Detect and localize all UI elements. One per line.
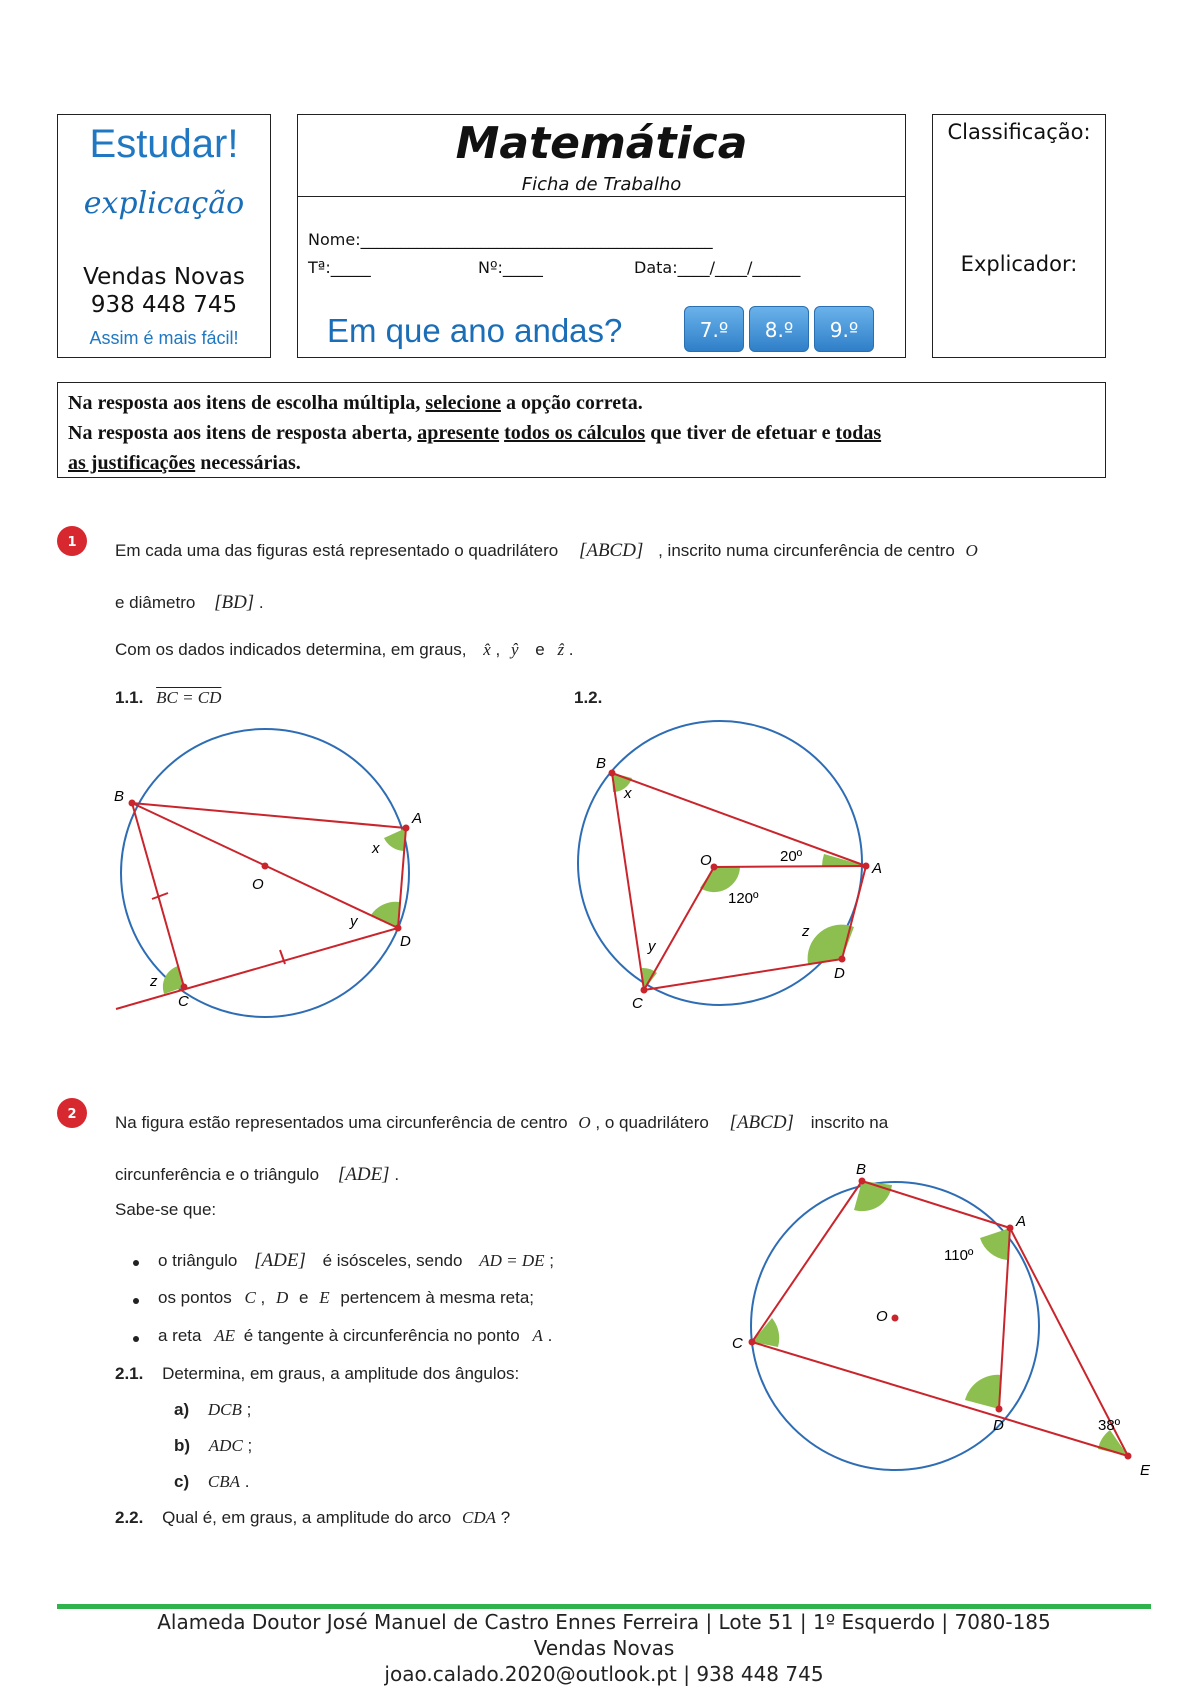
q1-sub1-label: 1.1. bbox=[115, 688, 144, 707]
q2-b3-a: a reta bbox=[158, 1326, 202, 1345]
fig11-BC bbox=[132, 803, 184, 987]
q2-s21-text: Determina, em graus, a amplitude dos ângulos: bbox=[162, 1364, 520, 1383]
fig12-OA bbox=[714, 866, 866, 867]
q2-text1: Na figura estão representados uma circunferência de centro bbox=[115, 1113, 568, 1132]
q1-bd: [BD] bbox=[214, 592, 255, 613]
q2-c-angle: CBA bbox=[207, 1472, 240, 1491]
logo-explicacao bbox=[57, 186, 271, 221]
year-button-7[interactable]: 7.º bbox=[684, 306, 744, 352]
instr-l2u1: apresente bbox=[417, 422, 500, 444]
instr-l3u: as justificações bbox=[68, 452, 196, 474]
grade-label: Classificação: bbox=[947, 120, 1091, 144]
q1-var-z: ẑ bbox=[557, 640, 565, 659]
q2-line2: circunferência e o triângulo [ADE] . bbox=[115, 1164, 400, 1185]
title-divider bbox=[297, 196, 906, 197]
fig2-angle-A bbox=[980, 1228, 1010, 1260]
fig12-label-20: 20º bbox=[780, 848, 803, 865]
fig2-label-38: 38º bbox=[1098, 1417, 1121, 1434]
instr-l1b: a opção correta. bbox=[500, 392, 643, 414]
q2-b2-b: pertencem à mesma reta; bbox=[340, 1288, 535, 1307]
q2-b1-b: é isósceles, sendo bbox=[322, 1251, 463, 1270]
q1-line2: e diâmetro [BD] . bbox=[115, 592, 264, 613]
fig2-label-A: A bbox=[1016, 1213, 1027, 1230]
q2-text2: , o quadrilátero bbox=[595, 1113, 709, 1132]
logo-estudar: Estudar! bbox=[89, 122, 239, 166]
q2-item-a: a) DCB ; bbox=[174, 1400, 252, 1419]
fig12-CD bbox=[644, 959, 842, 990]
q2-b3-b: é tangente à circunferência no ponto bbox=[243, 1326, 520, 1345]
fig12-label-B: B bbox=[596, 755, 607, 772]
question-1-badge: 1 bbox=[57, 526, 87, 556]
grade-box bbox=[932, 114, 1106, 358]
fig2-pt-D bbox=[996, 1406, 1003, 1413]
fig11-pt-D bbox=[395, 925, 402, 932]
fig11-BA bbox=[132, 803, 406, 828]
fig12-pt-A bbox=[863, 863, 870, 870]
fig11-label-O: O bbox=[252, 876, 264, 893]
q2-text4: circunferência e o triângulo bbox=[115, 1165, 320, 1184]
fig12-BA bbox=[612, 773, 866, 866]
q2-s22: 2.2. Qual é, em graus, a amplitude do arco CDA ? bbox=[115, 1508, 511, 1527]
instr-l2u2: todos os cálculos bbox=[504, 422, 646, 444]
fig12-label-D: D bbox=[834, 965, 845, 982]
fig2-pt-C bbox=[749, 1339, 756, 1346]
fig2-pt-O bbox=[892, 1315, 899, 1322]
q1-text4: Com os dados indicados determina, em graus, bbox=[115, 640, 467, 659]
q1-line3: Com os dados indicados determina, em graus, x̂ , ŷ e ẑ . bbox=[115, 640, 574, 659]
footer-city: Vendas Novas bbox=[533, 1636, 675, 1660]
fig2-pt-B bbox=[859, 1178, 866, 1185]
q1-abcd: [ABCD] bbox=[578, 540, 644, 561]
q1-center: O bbox=[965, 541, 978, 560]
q2-b2-e-word: e bbox=[299, 1288, 309, 1307]
fig12-label-120: 120º bbox=[728, 890, 759, 907]
q2-b3-pt: A bbox=[532, 1326, 543, 1345]
q2-item-2: os pontos C , D e E pertencem à mesma reta; bbox=[158, 1288, 535, 1307]
footer-rule bbox=[57, 1604, 1151, 1609]
instructions-text bbox=[68, 388, 1098, 478]
figure-2 bbox=[726, 1160, 1186, 1480]
fig2-CB bbox=[752, 1181, 862, 1342]
q2-b3-ae: AE bbox=[214, 1326, 235, 1345]
q2-s22-arc: CDA bbox=[462, 1508, 496, 1527]
q2-s22-label: 2.2. bbox=[115, 1508, 144, 1527]
subject-title: Matemática bbox=[455, 118, 748, 169]
fig11-angle-A bbox=[384, 828, 406, 851]
q2-abcd: [ABCD] bbox=[729, 1112, 794, 1133]
q2-ade: [ADE] bbox=[337, 1164, 390, 1185]
q2-center: O bbox=[578, 1113, 591, 1132]
fig12-AD bbox=[842, 866, 866, 959]
q2-a-label: a) bbox=[174, 1400, 190, 1419]
fig12-label-O: O bbox=[700, 852, 712, 869]
q2-b1-eq: AD = DE bbox=[479, 1251, 545, 1270]
fig11-label-B: B bbox=[114, 788, 125, 805]
logo-brand-text: explicação bbox=[83, 186, 245, 221]
year-button-9[interactable]: 9.º bbox=[814, 306, 874, 352]
q2-item-b: b) ADC ; bbox=[174, 1436, 253, 1455]
q2-b2-e: E bbox=[319, 1288, 330, 1307]
q2-bullet-2 bbox=[133, 1298, 139, 1304]
q2-b2-a: os pontos bbox=[158, 1288, 232, 1307]
q2-b1-t: [ADE] bbox=[254, 1250, 306, 1271]
logo-city: Vendas Novas bbox=[83, 264, 245, 290]
q2-item-3: a reta AE é tangente à circunferência no ponto A . bbox=[158, 1326, 553, 1345]
fig11-pt-O bbox=[262, 863, 269, 870]
fig12-angle-D bbox=[808, 925, 854, 964]
instr-l2u3: todas bbox=[835, 422, 882, 444]
fig2-label-O: O bbox=[876, 1308, 888, 1325]
class-field[interactable]: Tª:_____ bbox=[308, 258, 371, 277]
fig2-pt-A bbox=[1007, 1225, 1014, 1232]
fig2-label-D: D bbox=[993, 1417, 1004, 1434]
question-2-badge: 2 bbox=[57, 1098, 87, 1128]
q2-text3: inscrito na bbox=[810, 1113, 889, 1132]
fig11-label-D: D bbox=[400, 933, 411, 950]
fig12-pt-B bbox=[609, 770, 616, 777]
footer-address: Alameda Doutor José Manuel de Castro Ennes Ferreira | Lote 51 | 1º Esquerdo | 7080-185 bbox=[157, 1610, 1051, 1634]
fig11-circle bbox=[121, 729, 409, 1017]
fig2-label-C: C bbox=[732, 1335, 743, 1352]
fig2-angle-D bbox=[965, 1375, 1002, 1409]
fig2-label-E: E bbox=[1140, 1462, 1151, 1479]
q2-b1-a: o triângulo bbox=[158, 1251, 238, 1270]
q2-line1 bbox=[115, 1112, 888, 1134]
fig12-BC bbox=[612, 773, 644, 990]
q1-sub1 bbox=[115, 688, 221, 708]
q1-line1 bbox=[115, 540, 978, 562]
figure-1-1 bbox=[108, 718, 438, 1018]
fig12-pt-C bbox=[641, 987, 648, 994]
fig2-label-B: B bbox=[856, 1161, 867, 1178]
q2-bullet-1 bbox=[133, 1260, 139, 1266]
fig11-pt-B bbox=[129, 800, 136, 807]
fig12-label-x: x bbox=[624, 785, 632, 802]
q1-text1: Em cada uma das figuras está representado o quadrilátero bbox=[115, 541, 559, 560]
fig11-label-y: y bbox=[350, 913, 358, 930]
instr-l2b: que tiver de efetuar e bbox=[645, 422, 836, 444]
instr-l1a: Na resposta aos itens de escolha múltipla, bbox=[68, 392, 426, 414]
fig12-label-z: z bbox=[802, 923, 810, 940]
q2-a-angle: DCB bbox=[207, 1400, 242, 1419]
q1-var-y: ŷ bbox=[510, 640, 519, 659]
logo-phone: 938 448 745 bbox=[90, 292, 238, 318]
fig2-CE bbox=[752, 1342, 1128, 1456]
q1-and: e bbox=[535, 640, 545, 659]
q2-b-angle: ADC bbox=[208, 1436, 243, 1455]
fig2-label-110: 110º bbox=[944, 1247, 974, 1264]
fig11-pt-C bbox=[181, 984, 188, 991]
fig11-label-x: x bbox=[372, 840, 380, 857]
q2-c-label: c) bbox=[174, 1472, 190, 1491]
sheet-type: Ficha de Trabalho bbox=[521, 174, 682, 195]
q2-item-c: c) CBA . bbox=[174, 1472, 250, 1491]
fig12-label-C: C bbox=[632, 995, 643, 1012]
instr-l2a: Na resposta aos itens de resposta aberta, bbox=[68, 422, 418, 444]
q1-var-x: x̂ bbox=[483, 640, 491, 659]
instr-l3b: necessárias. bbox=[195, 452, 301, 474]
fig11-pt-A bbox=[403, 825, 410, 832]
q2-b2-c: C bbox=[244, 1288, 256, 1307]
year-question: Em que ano andas? bbox=[327, 312, 623, 349]
q2-b2-d: D bbox=[275, 1288, 289, 1307]
fig11-tick1 bbox=[152, 893, 168, 899]
fig11-label-z: z bbox=[150, 973, 158, 990]
q2-bullet-3 bbox=[133, 1336, 139, 1342]
fig12-label-A: A bbox=[872, 860, 883, 877]
instr-l1u: selecione bbox=[425, 392, 501, 414]
q1-text3: e diâmetro bbox=[115, 593, 196, 612]
q1-text2: , inscrito numa circunferência de centro bbox=[658, 541, 955, 560]
q1-sub2-label: 1.2. bbox=[574, 688, 603, 707]
number-field[interactable]: Nº:_____ bbox=[478, 258, 543, 277]
fig11-label-A: A bbox=[412, 810, 423, 827]
q2-s22-text: Qual é, em graus, a amplitude do arco bbox=[162, 1508, 452, 1527]
q2-item-1: o triângulo [ADE] é isósceles, sendo AD = DE ; bbox=[158, 1250, 554, 1271]
q2-s21-label: 2.1. bbox=[115, 1364, 144, 1383]
tutor-label: Explicador: bbox=[960, 252, 1078, 276]
figure-1-2 bbox=[572, 718, 892, 1018]
q1-sub2 bbox=[574, 688, 602, 708]
year-button-8[interactable]: 8.º bbox=[749, 306, 809, 352]
fig12-OC bbox=[644, 867, 714, 990]
name-field[interactable]: Nome:____________________________________________ bbox=[308, 230, 713, 249]
logo-tagline: Assim é mais fácil! bbox=[89, 328, 239, 348]
q1-sub1-cond: BC = CD bbox=[156, 688, 222, 707]
fig12-label-y: y bbox=[648, 938, 656, 955]
date-field[interactable]: Data:____/____/______ bbox=[634, 258, 801, 277]
q2-b-label: b) bbox=[174, 1436, 191, 1455]
fig11-angle-D bbox=[371, 902, 400, 928]
fig11-label-C: C bbox=[178, 993, 189, 1010]
fig2-pt-E bbox=[1125, 1453, 1132, 1460]
fig12-pt-D bbox=[839, 956, 846, 963]
q2-s21 bbox=[115, 1364, 519, 1384]
footer-contact: joao.calado.2020@outlook.pt | 938 448 745 bbox=[384, 1662, 824, 1686]
q2-known: Sabe-se que: bbox=[115, 1200, 217, 1219]
